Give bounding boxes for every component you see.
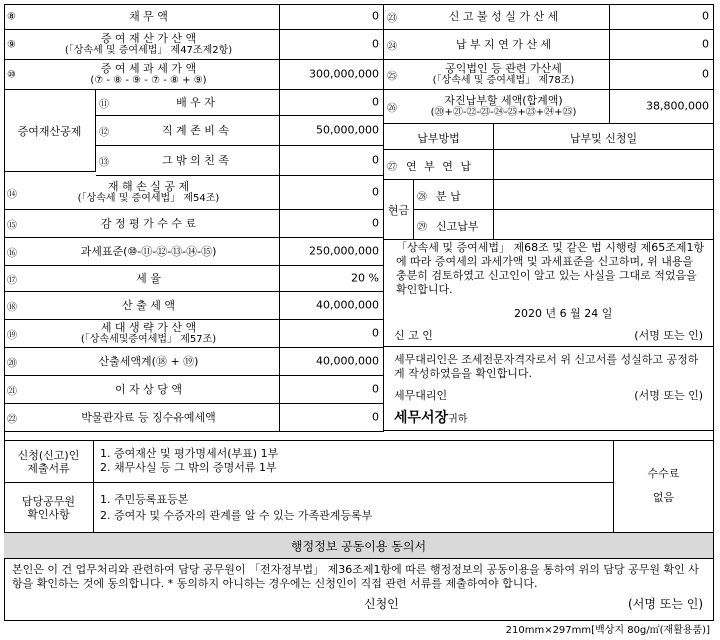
row-label-text: 산 출 세 액: [122, 298, 175, 312]
row-value[interactable]: 0: [372, 185, 379, 199]
row-label-text: 과세표준(⑩-⑪-⑫-⑬-⑭-⑮): [80, 244, 217, 258]
row-label-text: 감 정 평 가 수 수 료: [100, 216, 197, 230]
row-label: [118, 97, 273, 109]
row-label: [24, 181, 273, 205]
row-value-cell: [279, 116, 384, 146]
deduction-group-label: [4, 90, 96, 172]
spacer: [4, 431, 714, 441]
verify-items-cell: [94, 483, 614, 533]
row-label: [24, 384, 273, 396]
consent-title: 행정정보 공동이용 동의서: [290, 539, 427, 553]
row-number: ⑬: [99, 157, 109, 168]
row-number: ㉓: [387, 13, 397, 24]
row-value[interactable]: 38,800,000: [646, 99, 709, 113]
row-label-text: 재 해 손 실 공 제: [107, 179, 190, 193]
row-label-text: 증 여 세 과 세 가 액: [100, 61, 197, 75]
row-value[interactable]: 50,000,000: [316, 123, 379, 137]
form-row: [384, 4, 714, 30]
row-value[interactable]: 20 %: [351, 271, 379, 285]
split-date-cell: [494, 180, 714, 210]
row-sublabel: (「상속세 및 증여세법」 제54조): [77, 192, 220, 204]
row-value[interactable]: 0: [372, 9, 379, 23]
form-row: [4, 238, 384, 266]
verify-label: 담당공무원 확인사항: [21, 494, 76, 521]
declaration-box: [384, 229, 714, 347]
row-sublabel: (「상속세 및 증여세법」 제78조): [432, 74, 575, 86]
row-label: [24, 33, 273, 57]
row-number: ⑫: [99, 127, 109, 138]
row-sublabel: (⑳+㉑-㉒-㉓-㉔-㉕+㉓+㉔+㉕): [430, 106, 577, 118]
row-value-cell: [279, 146, 384, 176]
installment-cell: [384, 150, 494, 180]
agent-sign[interactable]: (서명 또는 인): [634, 389, 703, 402]
row-number: ㉕: [387, 71, 397, 82]
row-number: ⑮: [7, 220, 17, 231]
row-number: ㉔: [387, 41, 397, 52]
consent-applicant: 신청인: [364, 597, 399, 611]
payment-date-header: [494, 124, 714, 150]
report-label: 신고납부: [436, 220, 479, 233]
row-label: [24, 356, 273, 368]
form-row: [96, 146, 384, 176]
row-value[interactable]: 40,000,000: [316, 298, 379, 312]
row-label-text: 세 율: [136, 271, 161, 285]
row-number: ⑨: [7, 39, 16, 50]
row-number: ⑲: [7, 330, 17, 341]
row-number: ⑳: [7, 358, 17, 369]
installment-label: 연 부 연 납: [406, 160, 473, 173]
form-row: [384, 90, 714, 124]
row-value-cell: [279, 376, 384, 404]
row-label: [24, 273, 273, 285]
row-sublabel: (「상속세및증여세법」 제57조): [80, 333, 217, 345]
row-value-cell: [279, 292, 384, 320]
consent-body: [4, 559, 714, 621]
row-value[interactable]: 0: [702, 67, 709, 81]
row-number: ㉑: [7, 386, 17, 397]
row-value[interactable]: 250,000,000: [309, 244, 379, 258]
form-row: [384, 60, 714, 90]
row-number: ⑪: [99, 99, 109, 110]
row-label-text: 그 밖 의 친 족: [161, 153, 230, 167]
row-label: [24, 218, 273, 230]
verify-item-2: 2. 증여자 및 수증자의 관계를 알 수 있는 가족관계등록부: [100, 509, 373, 522]
form-row: [4, 320, 384, 348]
row-number: ㉒: [7, 414, 17, 425]
declaration-date: 2020 년 6 월 24 일: [514, 307, 613, 320]
payment-method-header: [384, 124, 494, 150]
consent-title-cell: [4, 533, 714, 559]
row-number: ⑭: [7, 189, 17, 200]
form-row: [4, 176, 384, 210]
submit-item-2: 2. 채무사실 등 그 밖의 증명서류 1부: [100, 461, 277, 474]
row-value-cell: [609, 4, 714, 30]
payment-method-header-text: 납부방법: [417, 132, 460, 145]
row-label-text: 증 여 재 산 가 산 액: [100, 31, 197, 45]
row-value-cell: [279, 30, 384, 60]
row-label: [118, 125, 273, 137]
row-label-text: 세 대 생 략 가 산 액: [100, 320, 197, 334]
row-number: ⑩: [7, 69, 16, 80]
row-value[interactable]: 0: [372, 153, 379, 167]
row-value-cell: [279, 176, 384, 210]
row-value[interactable]: 0: [372, 410, 379, 424]
row-label: [24, 300, 273, 312]
row-value[interactable]: 0: [372, 95, 379, 109]
row-value-cell: [609, 90, 714, 124]
row-value-cell: [279, 210, 384, 238]
cash-label: 현금: [387, 204, 410, 217]
form-row: [4, 30, 384, 60]
row-label: [24, 246, 273, 258]
submit-item-1: 1. 증여재산 및 평가명세서(부표) 1부: [100, 447, 279, 460]
row-label-text: 자진납부할 세액(합계액): [444, 93, 563, 107]
row-label: [404, 95, 603, 119]
row-label-text: 채 무 액: [129, 9, 168, 23]
row-number: ㉖: [387, 103, 397, 114]
split-payment-cell: [414, 180, 494, 210]
consent-sign[interactable]: (서명 또는 인): [628, 597, 703, 611]
submit-items-cell: [94, 441, 614, 483]
deduction-group-text: 증여재산공제: [17, 124, 82, 138]
row-label: [404, 11, 603, 23]
row-value-cell: [609, 60, 714, 90]
submit-label-cell: [4, 441, 94, 483]
row-value-cell: [279, 404, 384, 432]
form-row: [4, 4, 384, 30]
row-label-text: 직 계 존 비 속: [161, 123, 230, 137]
row-label-text: 공익법인 등 관련 가산세: [445, 61, 562, 75]
row-value-cell: [279, 90, 384, 116]
row-value[interactable]: 300,000,000: [309, 67, 379, 81]
row-sublabel: (「상속세 및 증여세법」 제47조제2항): [64, 44, 233, 56]
row-value[interactable]: 0: [372, 326, 379, 340]
row-value[interactable]: 0: [702, 37, 709, 51]
row-number: ⑧: [7, 11, 16, 22]
split-label: 분 납: [436, 190, 461, 203]
row-value-cell: [279, 320, 384, 348]
row-value-cell: [279, 348, 384, 376]
row-value[interactable]: 0: [702, 9, 709, 23]
declaration-text: 「상속세 및 증여세법」 제68조 및 같은 법 시행령 제65조제1항에 따라 증여세의 과세가액 및 과세표준을 신고하며, 위 내용을 충분히 검토하였고 신고인이 알고 있는 사실을 그대로 적었음을 확인합니다.: [396, 241, 705, 296]
fee-label: 수수료: [647, 467, 680, 480]
verify-label-cell: [4, 483, 94, 533]
fee-value: 없음: [652, 491, 675, 504]
row-number: ⑰: [7, 275, 17, 286]
submit-label: 신청(신고)인 제출서류: [17, 448, 80, 475]
row-label: [24, 412, 273, 424]
paper-spec: 210mm×297mm[백상지 80g/㎡(재활용품)]: [505, 625, 710, 636]
agent-box: [384, 347, 714, 431]
form-row: [4, 404, 384, 432]
reporter-label: 신 고 인: [394, 329, 433, 342]
row-label-text: 이 자 상 당 액: [114, 382, 183, 396]
report-number: ㉙: [417, 222, 427, 233]
row-label: [24, 11, 273, 23]
row-label-text: 박물관자료 등 징수유예세액: [81, 410, 216, 424]
row-value[interactable]: 40,000,000: [316, 354, 379, 368]
row-label-text: 산출세액계(⑱ + ⑲): [98, 354, 199, 368]
form-row: [384, 30, 714, 60]
row-value-cell: [279, 266, 384, 292]
row-value[interactable]: 0: [372, 37, 379, 51]
split-number: ㉘: [417, 192, 427, 203]
row-value-cell: [609, 30, 714, 60]
row-number: ⑱: [7, 302, 17, 313]
row-value[interactable]: 0: [372, 382, 379, 396]
row-label: [118, 155, 273, 167]
consent-text: 본인은 이 건 업무처리와 관련하여 담당 공무원이 「전자정부법」 제36조제1항에 따른 행정정보의 공동이용을 통하여 위의 담당 공무원 확인 사항을 확인하는 것에 동의합니다. * 동의하지 아니하는 경우에는 신청인이 직접 관련 서류를 제출하여야 합니다.: [12, 563, 699, 590]
form-row: [4, 60, 384, 90]
row-value-cell: [279, 4, 384, 30]
fee-cell: [614, 441, 714, 533]
payment-date-header-text: 납부및 신청일: [569, 132, 638, 145]
form-row: [4, 266, 384, 292]
form-row: [96, 116, 384, 146]
form-row: [4, 210, 384, 238]
form-row: [4, 376, 384, 404]
form-row: [96, 90, 384, 116]
row-value-cell: [279, 60, 384, 90]
row-value[interactable]: 0: [372, 216, 379, 230]
installment-date-cell: [494, 150, 714, 180]
row-value-cell: [279, 238, 384, 266]
form-row: [4, 348, 384, 376]
reporter-sign[interactable]: (서명 또는 인): [634, 329, 703, 342]
row-label-text: 납 부 지 연 가 산 세: [455, 37, 552, 51]
row-label: [24, 63, 273, 87]
tax-office: 세무서장귀하: [394, 410, 468, 426]
verify-item-1: 1. 주민등록표등본: [100, 493, 189, 506]
row-label-text: 신 고 불 성 실 가 산 세: [448, 9, 559, 23]
row-label: [24, 322, 273, 346]
row-label: [404, 39, 603, 51]
row-sublabel: (⑦ - ⑧ - ⑨ - ⑦ - ⑧ + ⑨): [90, 74, 207, 86]
row-label-text: 배 우 자: [176, 95, 215, 109]
installment-number: ㉗: [387, 162, 397, 173]
form-row: [4, 292, 384, 320]
agent-label: 세무대리인: [394, 389, 448, 402]
row-label: [404, 63, 603, 87]
agent-text: 세무대리인은 조세전문자격자로서 위 신고서를 성실하고 공정하게 작성하였음을 확인합니다.: [394, 353, 699, 380]
row-number: ⑯: [7, 248, 17, 259]
